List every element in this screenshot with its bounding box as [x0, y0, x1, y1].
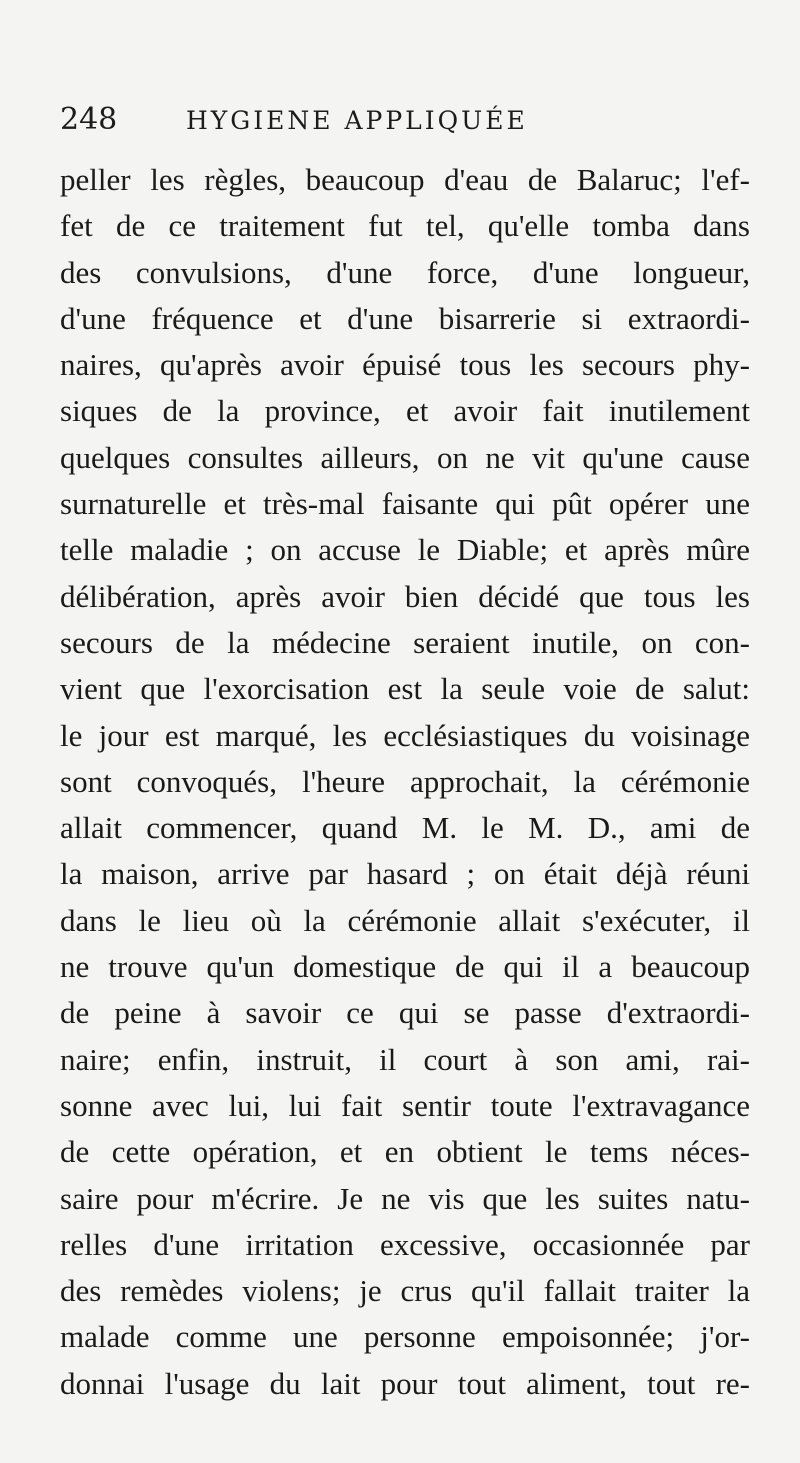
text-line: sont convoqués, l'heure approchait, la cérémonie — [60, 763, 750, 799]
text-line: fet de ce traitement fut tel, qu'elle tomba dans — [60, 208, 750, 244]
text-line: peller les règles, beaucoup d'eau de Balaruc; l'ef- — [60, 162, 750, 197]
text-line: quelques consultes ailleurs, on ne vit qu'une cause — [60, 439, 750, 475]
text-line: ne trouve qu'un domestique de qui il a beaucoup — [60, 949, 750, 985]
text-line: malade comme une personne empoisonnée; j'or- — [60, 1319, 750, 1355]
text-line: siques de la province, et avoir fait inutilement — [60, 393, 750, 429]
text-line: saire pour m'écrire. Je ne vis que les suites natu- — [60, 1180, 750, 1216]
page-header — [60, 100, 760, 146]
text-line: sonne avec lui, lui fait sentir toute l'extravagance — [60, 1087, 750, 1123]
text-line: d'une fréquence et d'une bisarrerie si extraordi- — [60, 300, 750, 336]
text-line: naires, qu'après avoir épuisé tous les secours phy- — [60, 347, 750, 383]
text-line: de peine à savoir ce qui se passe d'extraordi- — [60, 995, 750, 1031]
text-line: secours de la médecine seraient inutile, on con- — [60, 624, 750, 660]
text-line: dans le lieu où la cérémonie allait s'exécuter, il — [60, 902, 750, 938]
text-line: délibération, après avoir bien décidé que tous les — [60, 578, 750, 614]
running-title: HYGIENE APPLIQUÉE — [186, 106, 528, 135]
text-line: des convulsions, d'une force, d'une longueur, — [60, 254, 750, 290]
text-line: allait commencer, quand M. le M. D., ami de — [60, 810, 750, 846]
text-line: telle maladie ; on accuse le Diable; et après mûre — [60, 532, 750, 568]
text-line: le jour est marqué, les ecclésiastiques du voisinage — [60, 717, 750, 753]
text-line: vient que l'exorcisation est la seule voie de salut: — [60, 671, 750, 707]
text-line: la maison, arrive par hasard ; on était déjà réuni — [60, 856, 750, 892]
text-line: relles d'une irritation excessive, occasionnée par — [60, 1226, 750, 1262]
text-line: surnaturelle et très-mal faisante qui pût opérer une — [60, 486, 750, 522]
text-line: de cette opération, et en obtient le tems néces- — [60, 1134, 750, 1170]
body-text — [60, 157, 750, 1407]
text-line: donnai l'usage du lait pour tout aliment, tout re- — [60, 1365, 750, 1401]
text-line: des remèdes violens; je crus qu'il fallait traiter la — [60, 1273, 750, 1309]
text-line: naire; enfin, instruit, il court à son ami, rai- — [60, 1041, 750, 1077]
page-number: 248 — [60, 102, 118, 137]
